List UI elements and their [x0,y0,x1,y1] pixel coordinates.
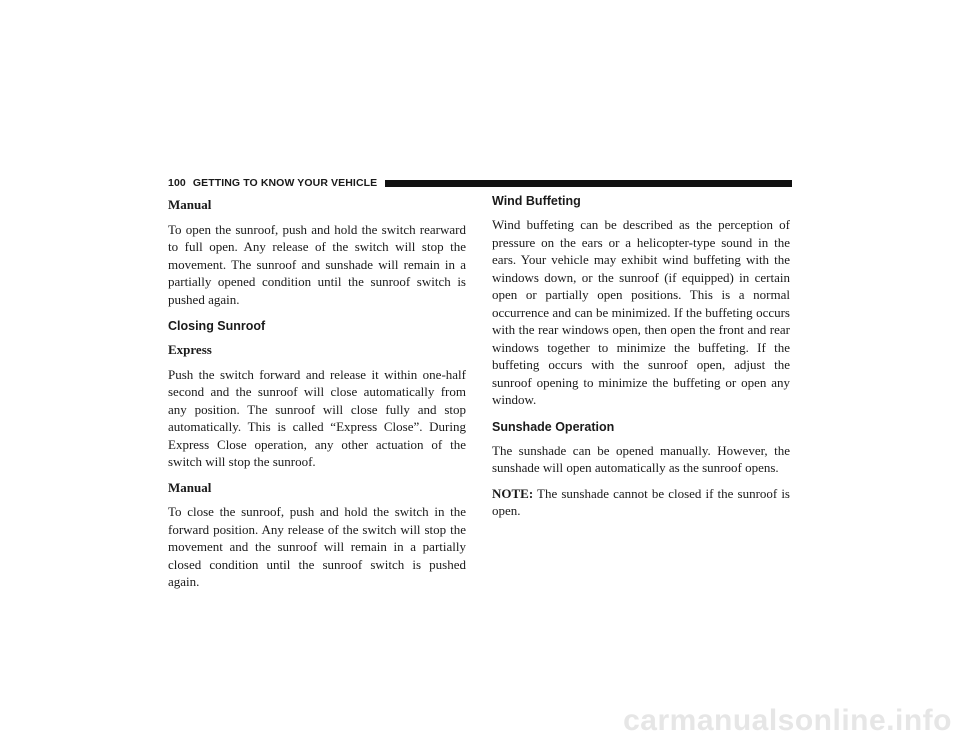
manual-close-paragraph: To close the sunroof, push and hold the switch in the forward position. Any release of the switch will stop the movement and the sunroof will remain in a partially closed condition until the sunroof switch is pushed again. [168,504,466,589]
express-paragraph: Push the switch forward and release it within one-half second and the sunroof will close automatically from any position. The sunroof will close fully and stop automatically. This is called “Express Close”. During Express Close operation, any other actuation of the switch will stop the sunroof. [168,366,466,469]
sunshade-paragraph: The sunshade can be opened manually. However, the sunshade will open automatically as the sunroof opens. [492,442,790,475]
note-label: NOTE: [492,485,534,501]
header-rule [385,180,792,187]
manual-open-subhead: Manual [168,197,212,212]
manual-close-subhead: Manual [168,479,212,495]
left-column [168,196,466,599]
express-subhead: Express [168,342,212,357]
sunshade-operation-heading: Sunshade Operation [492,419,615,434]
wind-buffeting-paragraph: Wind buffeting can be described as the perception of pressure on the ears or a helicopter-type sound in the ears. Your vehicle may exhibit wind buffeting with the windows down, or the sunroof (if equipped) in certain open or partially open positions. This is a normal occurrence and can be minimized. If the buffeting occurs with the rear windows open, then open the front and rear windows together to minimize the buffeting. If the buffeting occurs with the sunroof open, adjust the sunroof opening to minimize the buffeting or open any window. [492,217,790,407]
page-header [168,176,792,190]
closing-sunroof-heading: Closing Sunroof [168,319,266,333]
wind-buffeting-heading: Wind Buffeting [492,194,581,208]
running-title: GETTING TO KNOW YOUR VEHICLE [192,177,378,189]
note-paragraph [492,485,790,520]
right-column [492,193,790,528]
note-text: The sunshade cannot be closed if the sunroof is open. [492,485,790,518]
page-number: 100 [168,177,186,189]
manual-open-paragraph: To open the sunroof, push and hold the switch rearward to full open. Any release of the switch will stop the movement. The sunroof and sunshade will remain in a partially opened condition until the sunroof switch is pushed again. [168,221,466,307]
watermark: carmanualsonline.info [623,704,952,737]
